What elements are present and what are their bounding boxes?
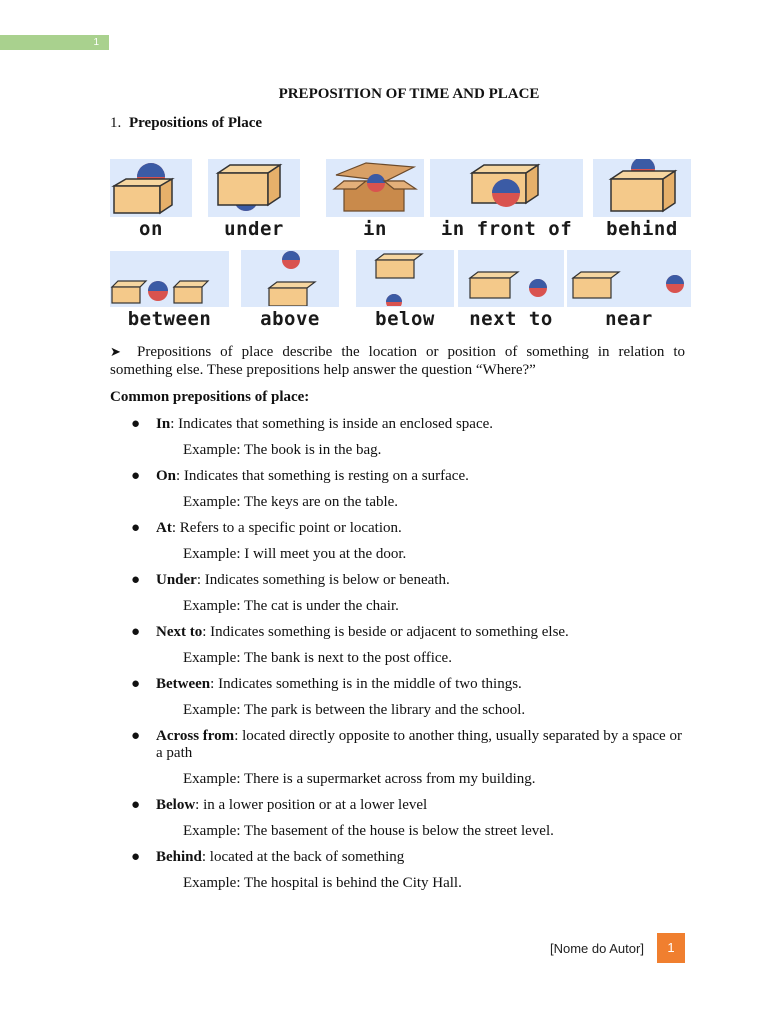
box-ball-illustration	[208, 159, 300, 219]
definition: : located directly opposite to another thing, usually separated by a space or a path	[156, 728, 682, 761]
section-heading	[110, 115, 262, 132]
intro-paragraph	[110, 343, 685, 379]
prepositions-list	[110, 416, 690, 892]
tile-next-to	[458, 250, 564, 331]
box-ball-illustration	[356, 250, 454, 306]
tile-label: in	[326, 217, 424, 241]
list-item	[110, 849, 690, 892]
tile-label: on	[110, 217, 192, 241]
tile-in-front-of	[430, 159, 583, 241]
bullet-icon: ●	[131, 624, 141, 640]
example: Example: The cat is under the chair.	[183, 598, 399, 614]
tile-under	[208, 159, 300, 241]
term: In	[156, 416, 171, 432]
box-ball-illustration	[593, 159, 691, 219]
term: At	[156, 520, 172, 536]
definition: : in a lower position or at a lower level	[195, 797, 428, 813]
tile-label: above	[241, 307, 339, 331]
tile-on	[110, 159, 192, 241]
tile-label: behind	[593, 217, 691, 241]
example: Example: The basement of the house is below the street level.	[183, 823, 554, 839]
tile-label: in front of	[430, 217, 583, 241]
bullet-icon: ●	[131, 468, 141, 484]
bullet-icon: ●	[131, 572, 141, 588]
definition: : Indicates something is beside or adjacent to something else.	[202, 624, 569, 640]
list-item	[110, 572, 690, 615]
bullet-icon: ●	[131, 676, 141, 692]
list-item	[110, 797, 690, 840]
term: Below	[156, 797, 196, 813]
example: Example: The book is in the bag.	[183, 442, 382, 458]
definition: : Indicates something is below or beneath.	[196, 572, 450, 588]
header-page-number: 1	[0, 35, 109, 50]
tile-label: below	[356, 307, 454, 331]
term: On	[156, 468, 177, 484]
box-ball-illustration	[110, 159, 192, 219]
list-item	[110, 416, 690, 459]
bullet-icon: ●	[131, 520, 141, 536]
tile-near	[567, 250, 691, 331]
section-label: Prepositions of Place	[129, 115, 263, 131]
tile-in	[326, 159, 424, 241]
list-item	[110, 676, 690, 719]
footer-author: [Nome do Autor]	[550, 941, 644, 956]
tile-label: next to	[458, 307, 564, 331]
definition: : Refers to a specific point or location.	[171, 520, 402, 536]
tile-label: between	[110, 307, 229, 331]
example: Example: The hospital is behind the City Hall.	[183, 875, 462, 891]
common-heading: Common prepositions of place:	[110, 389, 310, 405]
example: Example: There is a supermarket across from my building.	[183, 771, 536, 787]
list-item	[110, 624, 690, 667]
box-ball-illustration	[241, 250, 339, 306]
definition: : Indicates something is in the middle of two things.	[210, 676, 522, 692]
example: Example: The bank is next to the post office.	[183, 650, 452, 666]
tile-label: under	[208, 217, 300, 241]
footer-page-number: 1	[657, 933, 685, 963]
tile-above	[241, 250, 339, 331]
box-ball-illustration	[458, 250, 564, 306]
page-title: PREPOSITION OF TIME AND PLACE	[278, 86, 540, 102]
tile-below	[356, 250, 454, 331]
tile-between	[110, 251, 229, 331]
definition: : Indicates that something is resting on a surface.	[176, 468, 469, 484]
section-number: 1.	[110, 115, 122, 131]
bullet-icon: ●	[131, 797, 141, 813]
box-ball-illustration	[567, 250, 691, 306]
box-ball-illustration	[326, 159, 424, 219]
tile-behind	[593, 159, 691, 241]
bullet-icon: ●	[131, 728, 141, 744]
example: Example: The park is between the library and the school.	[183, 702, 526, 718]
list-item	[110, 468, 690, 511]
term: Across from	[156, 728, 235, 744]
example: Example: The keys are on the table.	[183, 494, 399, 510]
list-item	[110, 520, 690, 563]
term: Next to	[156, 624, 203, 640]
term: Between	[156, 676, 211, 692]
term: Behind	[156, 849, 202, 865]
arrow-bullet-icon: ➤	[110, 344, 121, 359]
bullet-icon: ●	[131, 849, 141, 865]
box-ball-illustration	[430, 159, 583, 219]
bullet-icon: ●	[131, 416, 141, 432]
list-item	[110, 728, 690, 788]
definition: : Indicates that something is inside an enclosed space.	[170, 416, 494, 432]
intro-text: Prepositions of place describe the location or position of something in relation to something else. These prepositions help answer the question “Where?”	[110, 344, 685, 378]
example: Example: I will meet you at the door.	[183, 546, 407, 562]
term: Under	[156, 572, 197, 588]
definition: : located at the back of something	[201, 849, 405, 865]
tile-label: near	[567, 307, 691, 331]
box-ball-illustration	[110, 251, 229, 307]
